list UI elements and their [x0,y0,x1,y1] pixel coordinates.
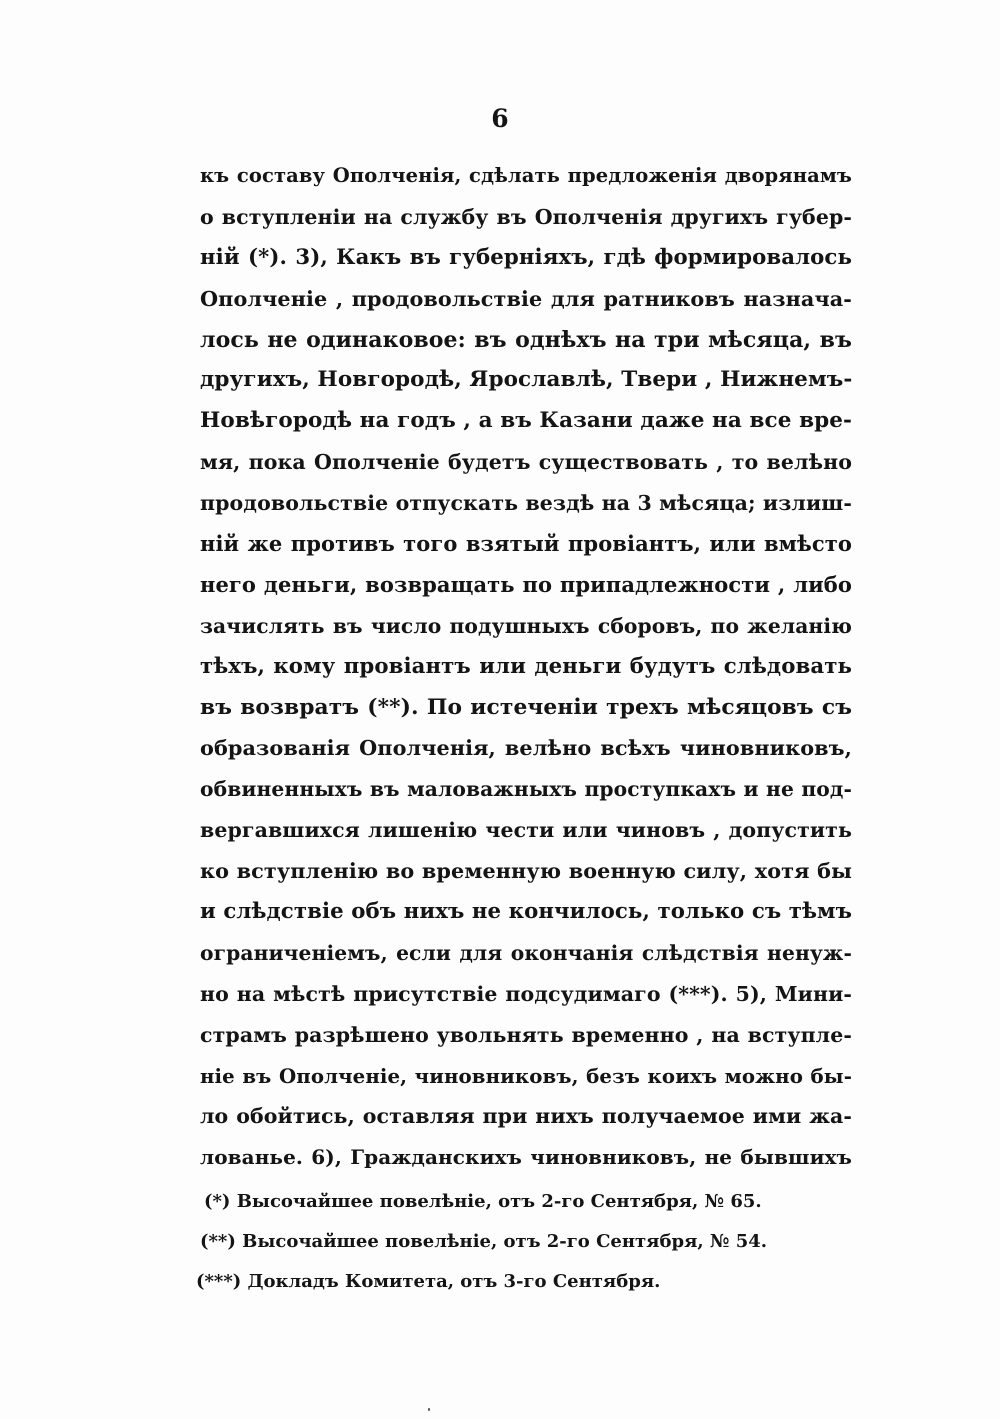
text-line: но на мѣстѣ присутствіе подсудимаго (***). 5), Мини- [200,981,852,1006]
text-line: Ополченіе , продовольствіе для ратниковъ назнача- [200,286,852,311]
text-line: Новѣгородѣ на годъ , а въ Казани даже на все вре- [200,408,853,434]
text-line: о вступленіи на службу въ Ополченія другихъ губер- [200,204,852,229]
text-line: вергавшихся лишенію чести или чиновъ , допустить [200,818,852,843]
text-line: него деньги, возвращать по припадлежности , либо [200,571,852,597]
text-line: ній (*). 3), Какъ въ губерніяхъ, гдѣ формировалось [200,244,852,270]
text-line: тѣхъ, кому провіантъ или деньги будутъ слѣдовать [200,653,852,679]
text-line: ограниченіемъ, если для окончанія слѣдствія ненуж- [200,940,852,965]
text-line: въ возвратъ (**). По истеченіи трехъ мѣсяцовъ съ [200,694,852,720]
text-line: мя, пока Ополченіе будетъ существовать , то велѣно [200,450,852,475]
text-line: ло обойтись, оставляя при нихъ получаемое ими жа- [200,1104,852,1129]
text-line: страмъ разрѣшено увольнять временно , на вступле- [200,1022,852,1047]
text-line: другихъ, Новгородѣ, Ярославлѣ, Твери , Нижнемъ- [200,367,853,393]
text-line: зачислять въ число подушныхъ сборовъ, по желанію [200,613,852,638]
text-line: образованія Ополченія, велѣно всѣхъ чиновниковъ, [200,736,852,761]
footnote: (*) Высочайшее повелѣніе, отъ 2-го Сентября, № 65. [204,1191,762,1212]
text-line: лованье. 6), Гражданскихъ чиновниковъ, не бывшихъ [200,1145,852,1170]
text-line: ній же противъ того взятый провіантъ, или вмѣсто [200,531,852,557]
text-line: къ составу Ополченія, сдѣлать предложенія дворянамъ [200,164,852,187]
text-line: ніе въ Ополченіе, чиновниковъ, безъ коихъ можно бы- [200,1063,852,1088]
page-number: 6 [491,104,509,133]
text-line: обвиненныхъ въ маловажныхъ проступкахъ и не под- [200,777,852,802]
footnote: (**) Высочайшее повелѣніе, отъ 2-го Сентября, № 54. [200,1231,768,1252]
text-line: ко вступленію во временную военную силу, хотя бы [200,859,852,884]
text-line: продовольствіе отпускать вездѣ на 3 мѣсяца; излиш- [200,491,852,516]
footnote: (***) Докладъ Комитета, отъ 3-го Сентября. [196,1271,661,1292]
paper-speck [428,1408,430,1411]
text-line: лось не одинаковое: въ однѣхъ на три мѣсяца, въ [200,326,852,353]
text-line: и слѣдствіе объ нихъ не кончилось, только съ тѣмъ [200,899,853,925]
body-text [200,162,852,1184]
